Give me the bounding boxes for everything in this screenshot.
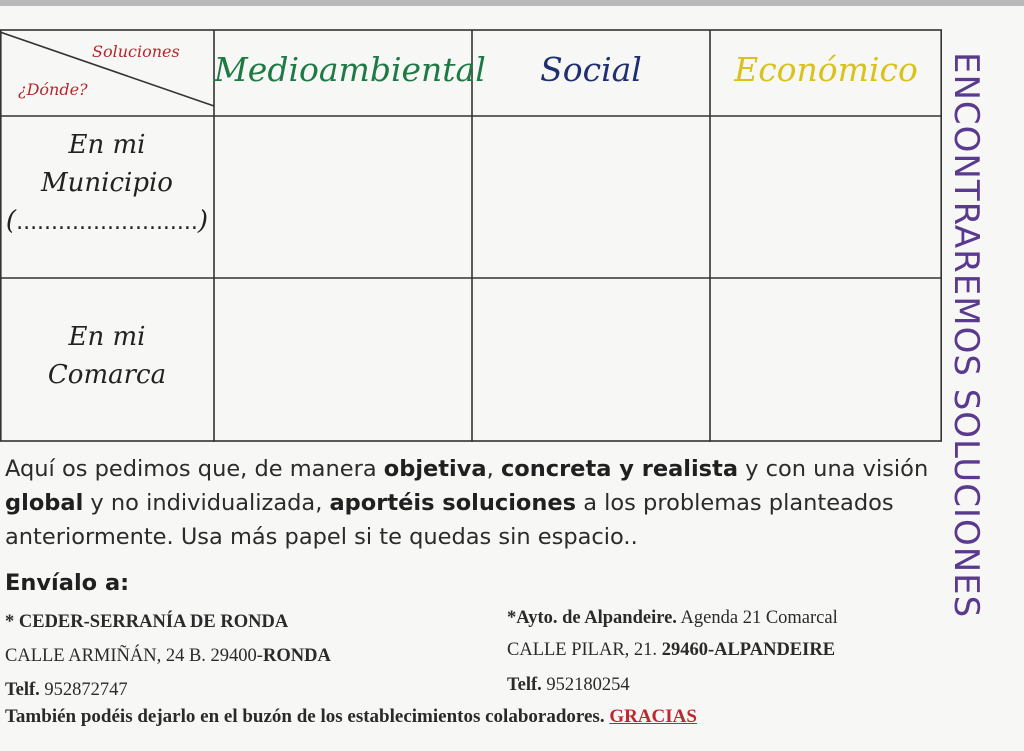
ayto-street-text: CALLE PILAR, 21. <box>507 640 658 660</box>
gracias-text: GRACIAS <box>609 706 697 727</box>
row-header-comarca-line1: En mi <box>68 322 146 352</box>
ayto-phone-number: 952180254 <box>546 675 630 695</box>
para-text-5: a los problemas planteados anteriormente. Usa más papel si te quedas sin espacio.. <box>5 490 894 550</box>
para-text-4: y no individualizada, <box>83 490 330 516</box>
ayto-name <box>507 608 838 629</box>
ayto-org: Agenda 21 Comarcal <box>680 608 838 628</box>
column-header-medioambiental: Medioambiental <box>214 50 486 89</box>
corner-label-donde: ¿Dónde? <box>18 80 88 99</box>
ayto-name-text: *Ayto. de Alpandeire. <box>507 608 677 628</box>
footer-text: También podéis dejarlo en el buzón de los establecimientos colaboradores. <box>5 706 610 727</box>
open-paren: ( <box>5 206 17 236</box>
para-bold-concreta: concreta y realista <box>500 456 739 482</box>
column-header-social: Social <box>540 50 642 89</box>
row-header-municipio-line2: Municipio <box>41 168 173 198</box>
ceder-phone-number: 952872747 <box>44 680 128 700</box>
para-text-2: , <box>486 456 501 482</box>
para-text-1: Aquí os pedimos que, de manera <box>5 456 384 482</box>
ceder-phone-label: Telf. <box>5 680 40 700</box>
ceder-street-text: CALLE ARMIÑÁN, 24 B. 29400- <box>5 646 263 666</box>
ayto-phone <box>507 675 630 696</box>
ayto-street <box>507 640 835 661</box>
row-header-municipio <box>0 126 214 242</box>
para-bold-soluciones: aportéis soluciones <box>329 490 577 516</box>
ayto-city: 29460-ALPANDEIRE <box>661 640 836 660</box>
instructions-paragraph <box>5 452 950 554</box>
corner-label-soluciones: Soluciones <box>92 42 180 61</box>
ceder-street <box>5 646 331 667</box>
footer-note <box>5 706 697 728</box>
column-header-economico: Económico <box>734 50 918 89</box>
row-header-comarca <box>0 318 214 394</box>
row-header-comarca-line2: Comarca <box>47 360 167 390</box>
top-edge-strip <box>0 0 1024 6</box>
ceder-city: RONDA <box>262 646 331 666</box>
municipio-blank-line[interactable] <box>0 202 214 242</box>
side-title: ENCONTRAREMOS SOLUCIONES <box>946 52 986 619</box>
ayto-phone-label: Telf. <box>507 675 542 695</box>
row-header-municipio-line1: En mi <box>68 130 146 160</box>
blank-dots: .......................... <box>16 210 198 235</box>
send-to-heading: Envíalo a: <box>5 570 130 596</box>
ceder-name-text: * CEDER-SERRANÍA DE RONDA <box>5 612 289 632</box>
para-bold-objetiva: objetiva <box>383 456 487 482</box>
close-paren: ) <box>197 206 209 236</box>
ceder-phone <box>5 680 128 701</box>
ceder-name <box>5 612 288 633</box>
para-bold-global: global <box>5 490 84 516</box>
para-text-3: y con una visión <box>738 456 929 482</box>
